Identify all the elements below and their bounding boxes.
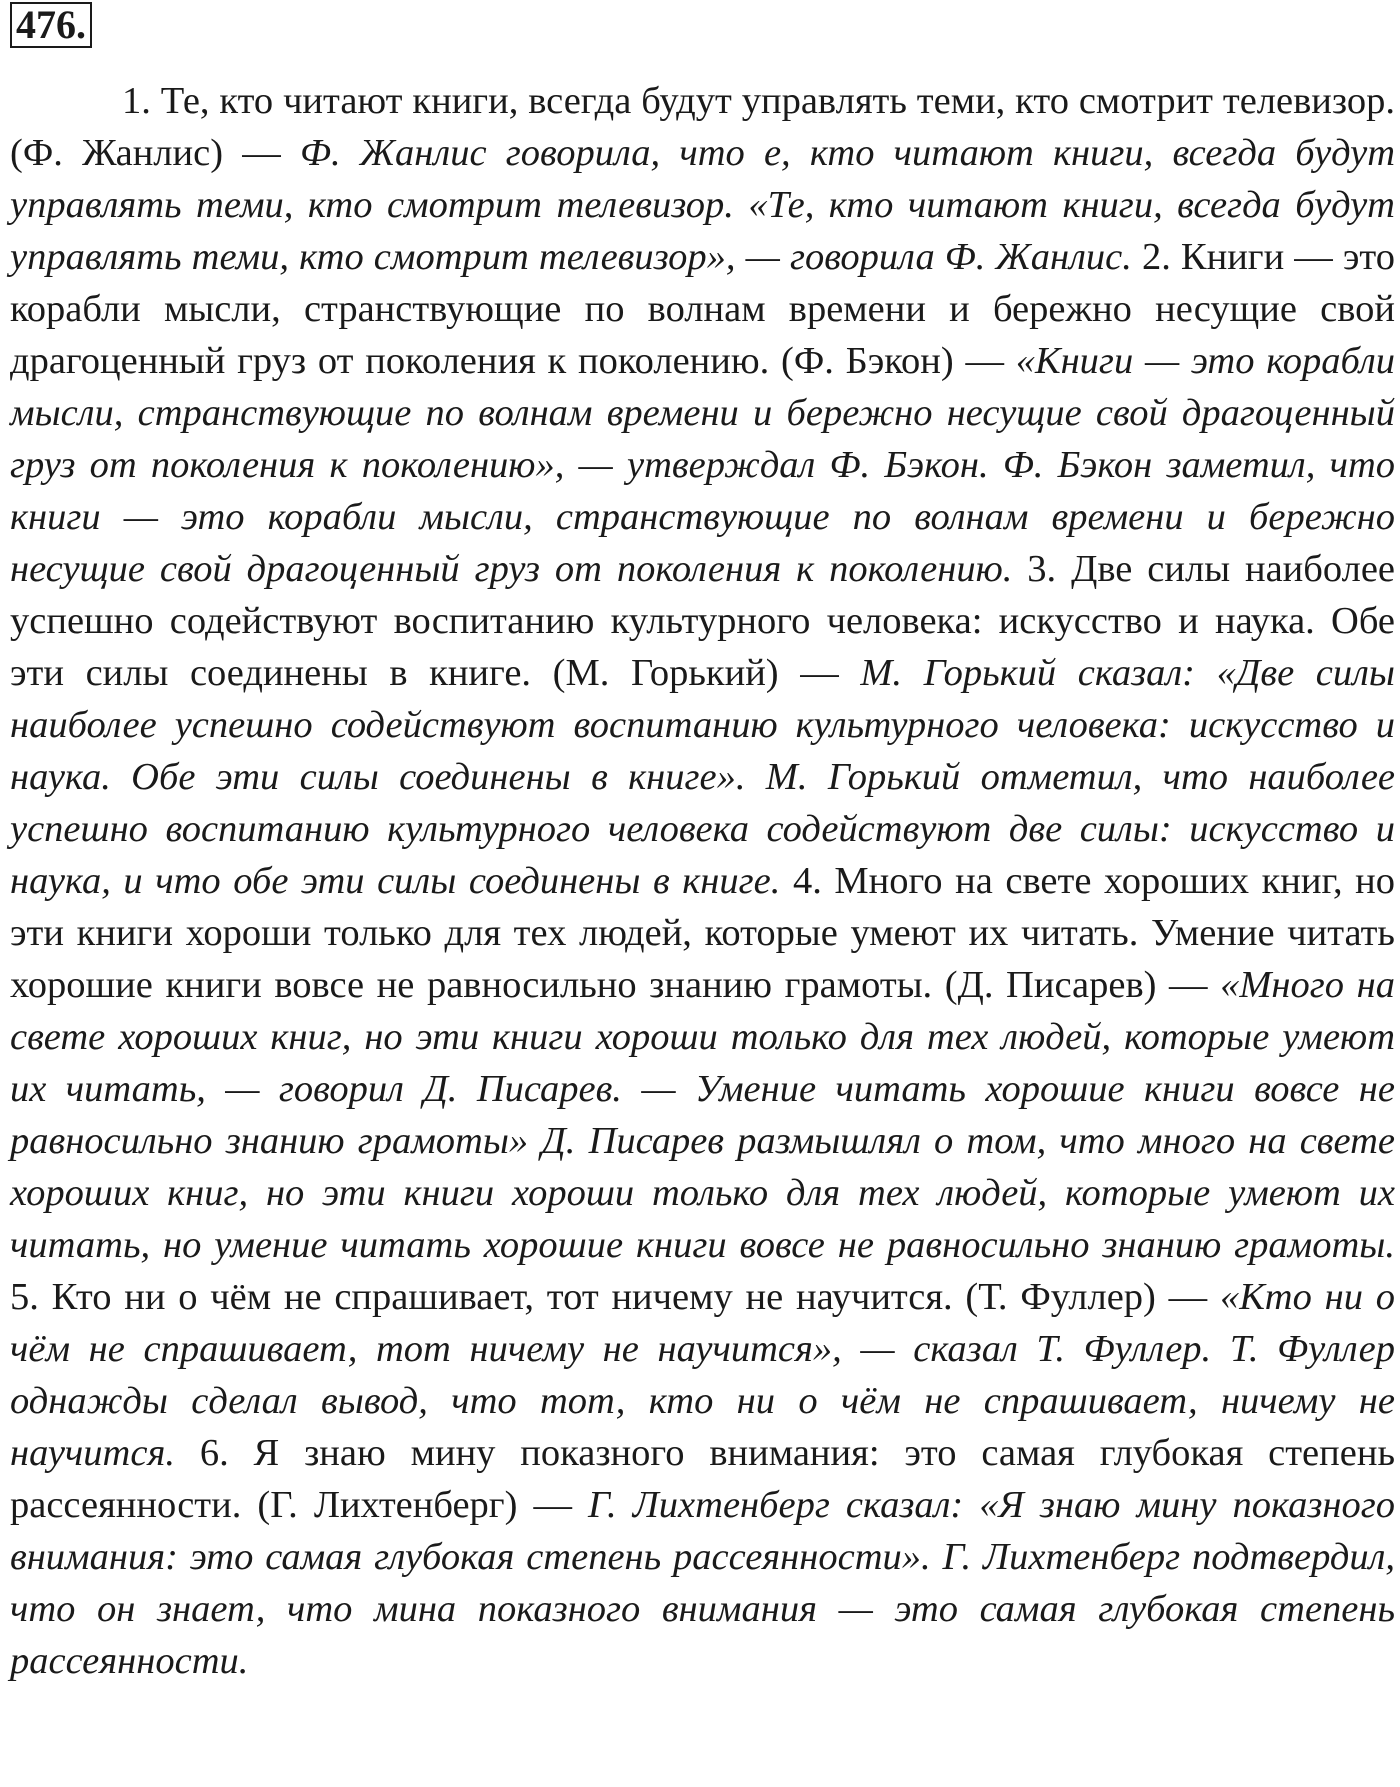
exercise-number: 476.	[10, 2, 92, 48]
sentence-3-original: 3. Две силы наиболее успешно содействуют воспитанию культурного человека: искусство и наука. Обе эти силы соединены в книге. (М. Горький) —	[10, 548, 1396, 694]
sentence-5-original: 5. Кто ни о чём не спрашивает, тот ничему не научится. (Т. Фуллер) —	[10, 1276, 1220, 1318]
sentence-1-original: 1. Те, кто читают книги, всегда будут управлять теми, кто смотрит телевизор. (Ф. Жанлис) —	[10, 80, 1395, 174]
sentence-6-original: 6. Я знаю мину показного внимания: это самая глубокая степень рассеянности. (Г. Лихтенберг) —	[10, 1432, 1395, 1526]
sentence-2-original: 2. Книги — это корабли мысли, странствующие по волнам времени и бережно несущие свой драгоценный груз от поколения к поколению. (Ф. Бэкон) —	[10, 236, 1395, 382]
sentence-4-transformed: «Много на свете хороших книг, но эти книги хороши только для тех людей, которые умеют их читать, — говорил Д. Писарев. — Умение читать хорошие книги вовсе не равносильно знанию грамоты» Д. Писарев размышлял о том, что много на свете хороших книг, но эти книги хороши только для тех людей, которые умеют их читать, но умение читать хорошие книги вовсе не равносильно знанию грамоты.	[10, 964, 1395, 1266]
sentence-4-original: 4. Много на свете хороших книг, но эти книги хороши только для тех людей, которые умеют их читать. Умение читать хорошие книги вовсе не равносильно знанию грамоты. (Д. Писарев) —	[10, 860, 1395, 1006]
sentence-2-transformed: «Книги — это корабли мысли, странствующие по волнам времени и бережно несущие свой драгоценный груз от поколения к поколению», — утверждал Ф. Бэкон. Ф. Бэкон заметил, что книги — это корабли мысли, странствующие по волнам времени и бережно несущие свой драгоценный груз от поколения к поколению.	[10, 340, 1395, 590]
sentence-6-transformed: Г. Лихтенберг сказал: «Я знаю мину показного внимания: это самая глубокая степень рассеянности». Г. Лихтенберг подтвердил, что он знает, что мина показного внимания — это самая глубокая степень рассеянности.	[10, 1484, 1395, 1682]
exercise-text	[10, 75, 1395, 1687]
sentence-3-transformed: М. Горький сказал: «Две силы наиболее успешно содействуют воспитанию культурного человека: искусство и наука. Обе эти силы соединены в книге». М. Горький отметил, что наиболее успешно воспитанию культурного человека содействуют две силы: искусство и наука, и что обе эти силы соединены в книге.	[10, 652, 1395, 902]
exercise-paragraph	[10, 75, 1395, 1687]
sentence-5-transformed: «Кто ни о чём не спрашивает, тот ничему не научится», — сказал Т. Фуллер. Т. Фуллер однажды сделал вывод, что тот, кто ни о чём не спрашивает, ничему не научится.	[10, 1276, 1395, 1474]
sentence-1-transformed: Ф. Жанлис говорила, что е, кто читают книги, всегда будут управлять теми, кто смотрит телевизор. «Те, кто читают книги, всегда будут управлять теми, кто смотрит телевизор», — говорила Ф. Жанлис.	[10, 132, 1395, 278]
